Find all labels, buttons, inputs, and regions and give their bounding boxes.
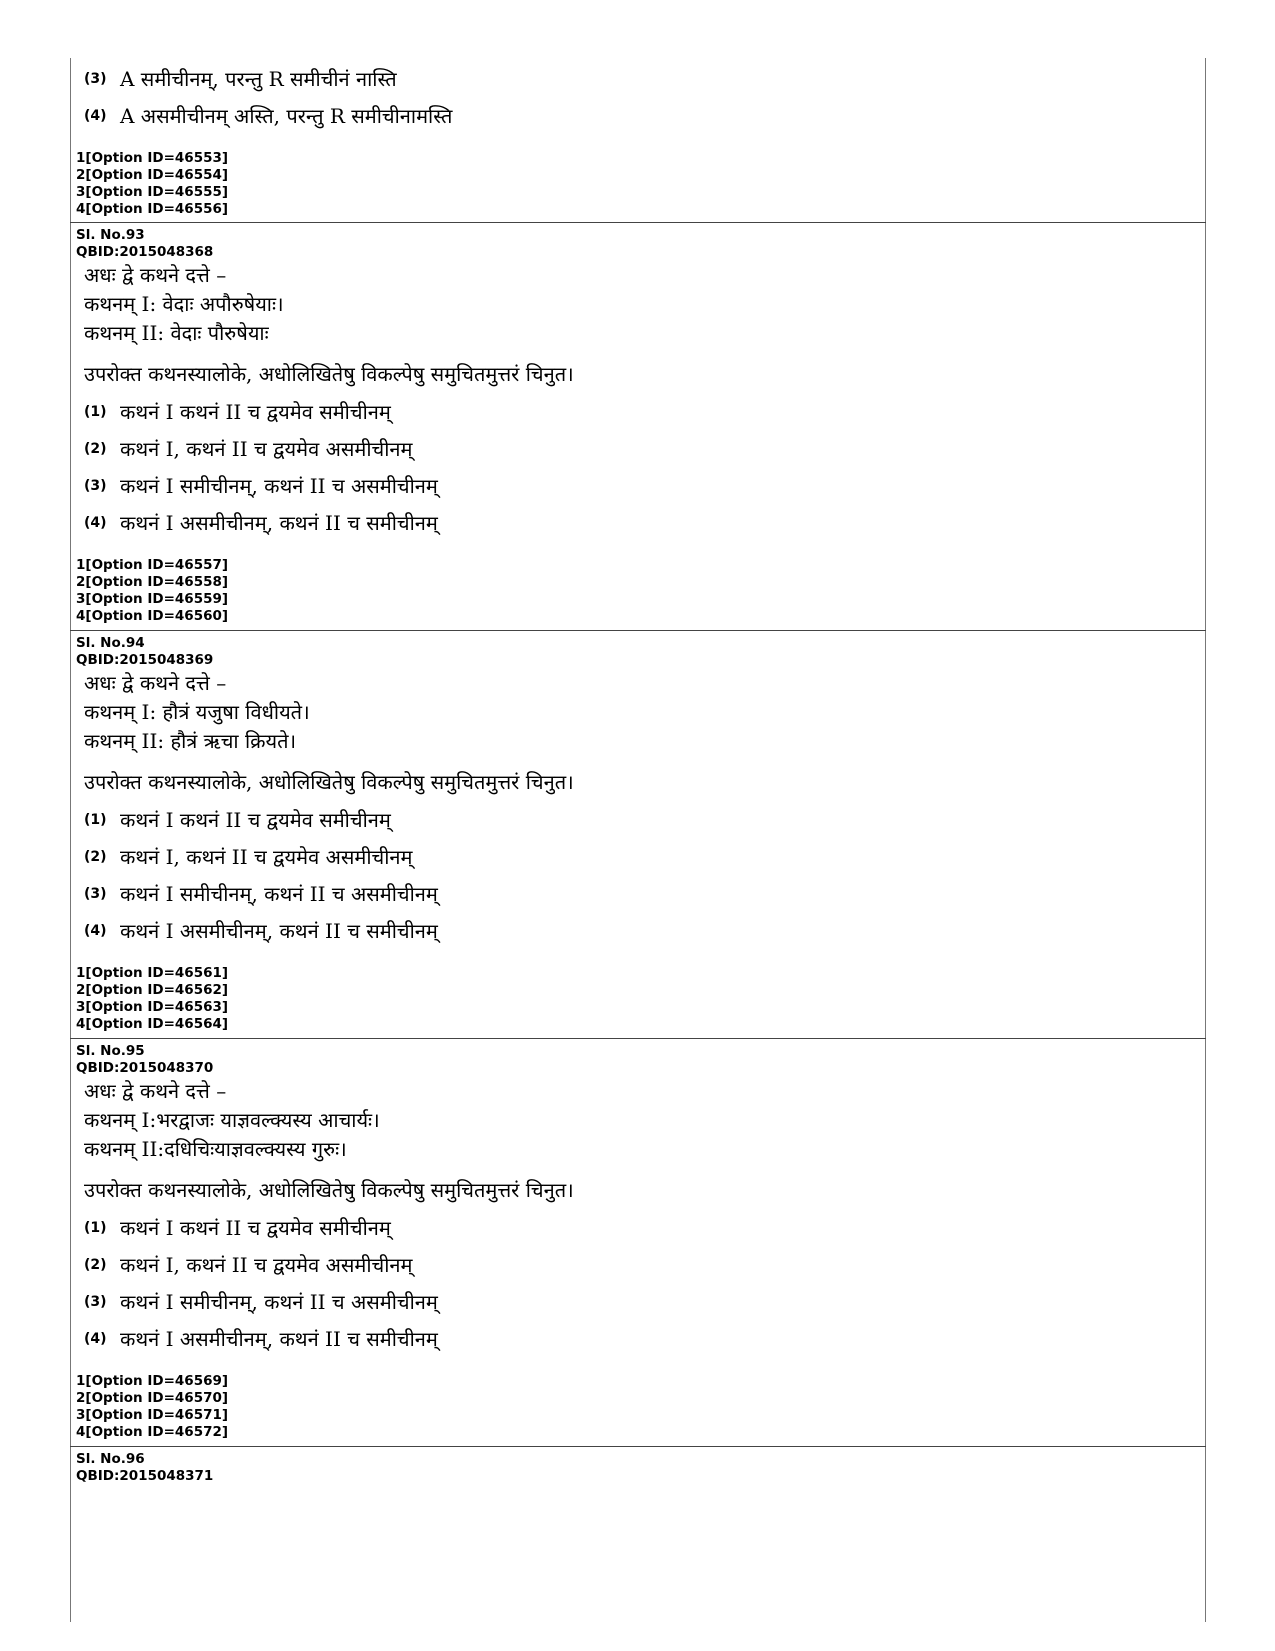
qbid: QBID:2015048368	[76, 244, 214, 260]
option-row	[76, 805, 1206, 834]
question-divider	[70, 630, 1206, 631]
option-text: कथनं I कथनं II च द्वयमेव समीचीनम्	[120, 1216, 391, 1240]
option-row	[76, 1250, 1206, 1279]
option-number: (1)	[84, 1219, 107, 1236]
question-block-93	[70, 227, 1206, 625]
qbid: QBID:2015048371	[76, 1468, 214, 1484]
option-number: (1)	[84, 811, 107, 828]
qbid: QBID:2015048369	[76, 652, 214, 668]
instruction: उपरोक्त कथनस्यालोके, अधोलिखितेषु विकल्पेषु समुचितमुत्तरं चिनुत।	[84, 362, 574, 386]
question-divider	[70, 1446, 1206, 1447]
option-text: कथनं I असमीचीनम्, कथनं II च समीचीनम्	[120, 511, 438, 535]
option-number: (3)	[84, 477, 107, 494]
option-text: कथनं I, कथनं II च द्वयमेव असमीचीनम्	[120, 845, 413, 869]
statement-line: कथनम् II: वेदाः पौरुषेयाः	[84, 321, 269, 345]
option-text: कथनं I, कथनं II च द्वयमेव असमीचीनम्	[120, 1253, 413, 1277]
option-row	[76, 434, 1206, 463]
option-row	[76, 879, 1206, 908]
option-id-list	[76, 150, 1206, 218]
option-id: 4[Option ID=46556]	[76, 201, 229, 217]
option-number: (4)	[84, 514, 107, 531]
statement-line: कथनम् II: हौत्रं ऋचा क्रियते।	[84, 729, 297, 753]
option-id: 1[Option ID=46553]	[76, 150, 229, 166]
question-block-95	[70, 1043, 1206, 1441]
option-row	[76, 842, 1206, 871]
option-id: 3[Option ID=46555]	[76, 184, 229, 200]
instruction: उपरोक्त कथनस्यालोके, अधोलिखितेषु विकल्पेषु समुचितमुत्तरं चिनुत।	[84, 1178, 574, 1202]
option-number: (3)	[84, 1293, 107, 1310]
option-number: (1)	[84, 403, 107, 420]
question-divider	[70, 1038, 1206, 1039]
option-id-list	[76, 965, 1206, 1033]
statement-line: कथनम् I: वेदाः अपौरुषेयाः।	[84, 292, 284, 316]
qbid: QBID:2015048370	[76, 1060, 214, 1076]
option-row	[76, 64, 1206, 93]
option-id: 2[Option ID=46562]	[76, 982, 229, 998]
option-id: 1[Option ID=46557]	[76, 557, 229, 573]
statement-line: कथनम् II:दधिचिःयाज्ञवल्क्यस्य गुरुः।	[84, 1137, 347, 1161]
statement-line: अधः द्वे कथने दत्ते –	[84, 1079, 227, 1103]
option-text: कथनं I असमीचीनम्, कथनं II च समीचीनम्	[120, 919, 438, 943]
option-row	[76, 101, 1206, 130]
option-id-list	[76, 1373, 1206, 1441]
instruction: उपरोक्त कथनस्यालोके, अधोलिखितेषु विकल्पेषु समुचितमुत्तरं चिनुत।	[84, 770, 574, 794]
option-id: 4[Option ID=46560]	[76, 608, 229, 624]
option-text: A समीचीनम्, परन्तु R समीचीनं नास्ति	[120, 67, 397, 91]
serial-number: Sl. No.94	[76, 635, 145, 651]
option-id: 2[Option ID=46558]	[76, 574, 229, 590]
option-id: 4[Option ID=46564]	[76, 1016, 229, 1032]
serial-number: Sl. No.96	[76, 1451, 145, 1467]
option-id: 2[Option ID=46554]	[76, 167, 229, 183]
option-row	[76, 1213, 1206, 1242]
option-number: (2)	[84, 1256, 107, 1273]
serial-number: Sl. No.95	[76, 1043, 145, 1059]
option-text: कथनं I समीचीनम्, कथनं II च असमीचीनम्	[120, 882, 438, 906]
serial-number: Sl. No.93	[76, 227, 145, 243]
option-id: 3[Option ID=46563]	[76, 999, 229, 1015]
option-id: 2[Option ID=46570]	[76, 1390, 229, 1406]
option-text: कथनं I कथनं II च द्वयमेव समीचीनम्	[120, 808, 391, 832]
option-row	[76, 508, 1206, 537]
option-row	[76, 1324, 1206, 1353]
option-row	[76, 397, 1206, 426]
option-text: कथनं I कथनं II च द्वयमेव समीचीनम्	[120, 400, 391, 424]
option-number: (4)	[84, 922, 107, 939]
statement-line: अधः द्वे कथने दत्ते –	[84, 671, 227, 695]
option-number: (3)	[84, 70, 107, 87]
question-block-96	[70, 1451, 1206, 1485]
option-id-list	[76, 557, 1206, 625]
statement-line: कथनम् I: हौत्रं यजुषा विधीयते।	[84, 700, 310, 724]
option-text: A असमीचीनम् अस्ति, परन्तु R समीचीनामस्ति	[120, 104, 453, 128]
option-number: (4)	[84, 107, 107, 124]
option-id: 3[Option ID=46559]	[76, 591, 229, 607]
statement-line: अधः द्वे कथने दत्ते –	[84, 263, 227, 287]
option-text: कथनं I असमीचीनम्, कथनं II च समीचीनम्	[120, 1327, 438, 1351]
option-text: कथनं I समीचीनम्, कथनं II च असमीचीनम्	[120, 1290, 438, 1314]
option-row	[76, 471, 1206, 500]
question-divider	[70, 222, 1206, 223]
option-id: 3[Option ID=46571]	[76, 1407, 229, 1423]
option-number: (3)	[84, 885, 107, 902]
option-text: कथनं I, कथनं II च द्वयमेव असमीचीनम्	[120, 437, 413, 461]
option-text: कथनं I समीचीनम्, कथनं II च असमीचीनम्	[120, 474, 438, 498]
question-block-94	[70, 635, 1206, 1033]
option-id: 4[Option ID=46572]	[76, 1424, 229, 1440]
statement-line: कथनम् I:भरद्वाजः याज्ञवल्क्यस्य आचार्यः।	[84, 1108, 380, 1132]
question-92-continuation	[70, 64, 1206, 218]
option-row	[76, 1287, 1206, 1316]
option-id: 1[Option ID=46569]	[76, 1373, 229, 1389]
option-id: 1[Option ID=46561]	[76, 965, 229, 981]
option-number: (2)	[84, 440, 107, 457]
option-row	[76, 916, 1206, 945]
option-number: (4)	[84, 1330, 107, 1347]
option-number: (2)	[84, 848, 107, 865]
